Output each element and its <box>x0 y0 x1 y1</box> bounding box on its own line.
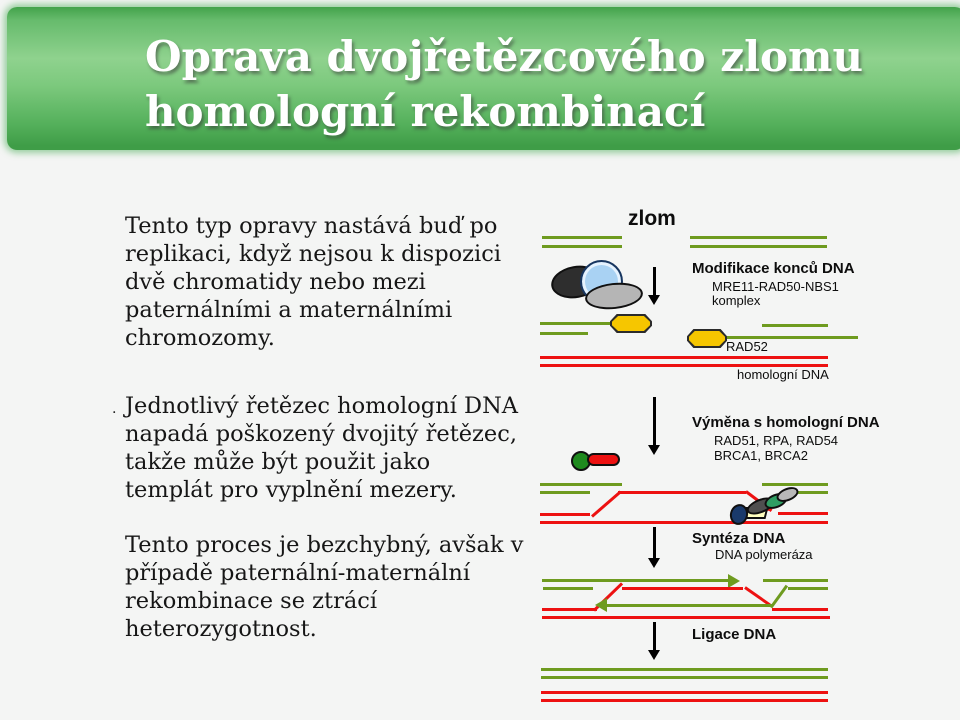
green-dna-line <box>541 676 828 679</box>
red-dna-line <box>772 608 828 611</box>
green-dna-line <box>542 245 622 248</box>
paragraph-3: Tento proces je bezchybný, avšak v případě paternální-maternální rekombinace se ztrácí heterozygotnost. <box>125 532 524 642</box>
green-dna-line <box>540 322 612 325</box>
step2-sub1: RAD51, RPA, RAD54 <box>714 433 839 448</box>
step1-sub2: komplex <box>712 293 761 308</box>
red-dna-line <box>540 356 828 359</box>
red-dna-line <box>541 691 828 694</box>
red-dna-line <box>540 513 590 516</box>
tiny-bullet: . <box>112 401 117 417</box>
green-synthesis-arrow-line <box>607 604 773 607</box>
step2-title: Výměna s homologní DNA <box>692 414 880 431</box>
rad51-filament-body-icon <box>587 453 620 466</box>
rad52-protein-icon <box>610 314 652 333</box>
green-dna-line <box>690 236 827 239</box>
green-dna-line <box>540 332 588 335</box>
paragraph-1: Tento typ opravy nastává buď po replikaci, když nejsou k dispozici dvě chromatidy nebo mezi paternálními a maternálními chromozomy. <box>125 213 502 351</box>
paragraph-2-text: Jednotlivý řetězec homologní DNA napadá poškozený dvojitý řetězec, takže může být použit jako templát pro vyplnění mezery. <box>125 393 519 503</box>
red-dna-diagonal <box>591 490 622 517</box>
step1-title: Modifikace konců DNA <box>692 260 855 277</box>
green-arrow-right-icon <box>728 574 740 588</box>
homologni-dna-label: homologní DNA <box>737 367 829 382</box>
zlom-label: zlom <box>628 207 676 230</box>
down-arrow-icon <box>648 267 661 305</box>
green-dna-line <box>542 236 622 239</box>
step3-sub1: DNA polymeráza <box>715 547 813 562</box>
down-arrow-icon <box>648 527 661 568</box>
green-dna-line <box>540 483 622 486</box>
green-dna-line <box>543 587 593 590</box>
red-dna-line <box>778 512 828 515</box>
red-dna-line <box>541 699 828 702</box>
slide-title-line2: homologní rekombinací <box>145 87 706 136</box>
down-arrow-icon <box>648 397 661 455</box>
green-dna-line <box>690 245 827 248</box>
red-dna-line <box>540 521 828 524</box>
rad52-protein-icon <box>687 329 727 348</box>
green-synthesis-arrow-line <box>542 579 729 582</box>
slide-title-line1: Oprava dvojřetězcového zlomu <box>145 32 864 81</box>
red-dna-line <box>542 608 597 611</box>
green-dna-line <box>788 587 828 590</box>
down-arrow-icon <box>648 622 661 660</box>
step4-title: Ligace DNA <box>692 626 777 643</box>
red-dna-line <box>542 616 830 619</box>
green-dna-line <box>541 668 828 671</box>
red-dna-line <box>618 491 746 494</box>
step1-sub1: MRE11-RAD50-NBS1 <box>712 279 839 294</box>
step3-title: Syntéza DNA <box>692 530 786 547</box>
green-dna-line <box>763 579 828 582</box>
rad52-label: RAD52 <box>726 339 768 354</box>
green-dna-line <box>540 491 590 494</box>
green-dna-line <box>762 324 828 327</box>
red-dna-line <box>622 587 743 590</box>
green-dna-line <box>762 483 828 486</box>
step2-sub2: BRCA1, BRCA2 <box>714 448 808 463</box>
